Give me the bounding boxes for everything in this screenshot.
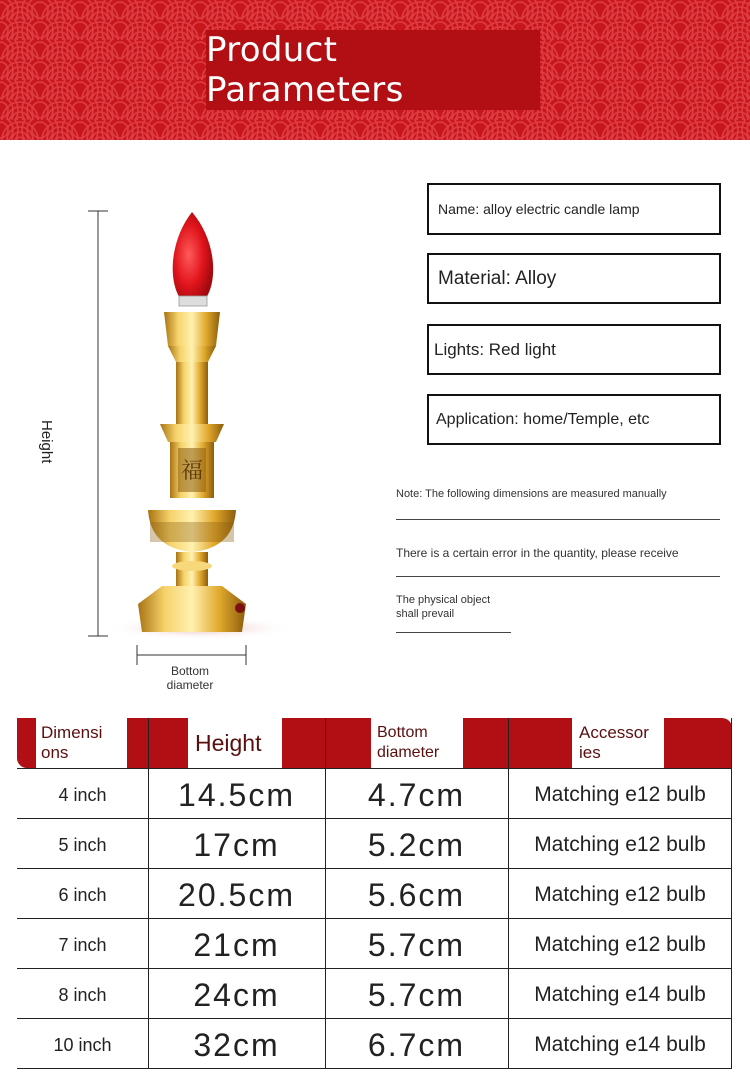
header-height-label: Height	[195, 730, 262, 756]
cell-accessory: Matching e12 bulb	[534, 783, 706, 806]
height-dimension-label: Height	[38, 420, 55, 464]
note-prevail-2: shall prevail	[396, 608, 455, 620]
note-divider	[396, 632, 511, 633]
table-row	[17, 820, 732, 870]
note-divider	[396, 519, 720, 520]
cell-bottom: 5.6cm	[367, 876, 466, 913]
info-lights: Lights: Red light	[427, 324, 721, 375]
cell-height: 21cm	[193, 926, 280, 963]
cell-height: 24cm	[193, 976, 280, 1013]
note-error: There is a certain error in the quantity, please receive	[396, 546, 679, 560]
cell-height: 32cm	[193, 1026, 280, 1063]
info-name: Name: alloy electric candle lamp	[427, 183, 721, 235]
cell-size: 8 inch	[58, 984, 107, 1005]
table-header	[17, 718, 732, 768]
cell-height: 14.5cm	[178, 776, 295, 813]
candle-lamp-illustration	[0, 140, 390, 700]
header-bottom-diameter	[325, 718, 508, 768]
header-banner	[0, 0, 750, 140]
cell-size: 6 inch	[58, 884, 107, 905]
header-height	[148, 718, 325, 768]
header-accessories-label: Accessor ies	[579, 723, 649, 762]
table-row	[17, 770, 732, 820]
cell-size: 4 inch	[58, 784, 107, 805]
cell-bottom: 5.7cm	[367, 976, 466, 1013]
cell-bottom: 6.7cm	[367, 1026, 466, 1063]
header-accessories	[508, 718, 732, 768]
info-application: Application: home/Temple, etc	[427, 394, 721, 445]
header-bottom-label: Bottom diameter	[377, 724, 440, 761]
info-material: Material: Alloy	[427, 253, 721, 304]
table-row	[17, 1020, 732, 1070]
cell-size: 5 inch	[58, 834, 107, 855]
table-row	[17, 870, 732, 920]
cell-size: 10 inch	[53, 1034, 112, 1055]
table-row	[17, 920, 732, 970]
cell-accessory: Matching e12 bulb	[534, 933, 706, 956]
cell-size: 7 inch	[58, 934, 107, 955]
dimensions-table	[17, 718, 732, 1070]
svg-text:福: 福	[180, 459, 204, 484]
header-dimensions-label: Dimensi ons	[41, 723, 103, 762]
cell-accessory: Matching e12 bulb	[534, 833, 706, 856]
cell-bottom: 5.7cm	[367, 926, 466, 963]
cell-height: 20.5cm	[178, 876, 295, 913]
note-measured: Note: The following dimensions are measured manually	[396, 488, 667, 500]
cell-height: 17cm	[193, 826, 280, 863]
cell-bottom: 5.2cm	[367, 826, 466, 863]
bottom-diameter-label: Bottom diameter	[166, 664, 214, 692]
note-prevail-1: The physical object	[396, 594, 491, 606]
note-divider	[396, 576, 720, 577]
cell-accessory: Matching e14 bulb	[534, 1033, 706, 1056]
cell-bottom: 4.7cm	[367, 776, 466, 813]
header-dimensions	[17, 718, 148, 768]
table-row	[17, 970, 732, 1020]
cell-accessory: Matching e12 bulb	[534, 883, 706, 906]
page-title: Product Parameters	[206, 30, 540, 110]
cell-accessory: Matching e14 bulb	[534, 983, 706, 1006]
